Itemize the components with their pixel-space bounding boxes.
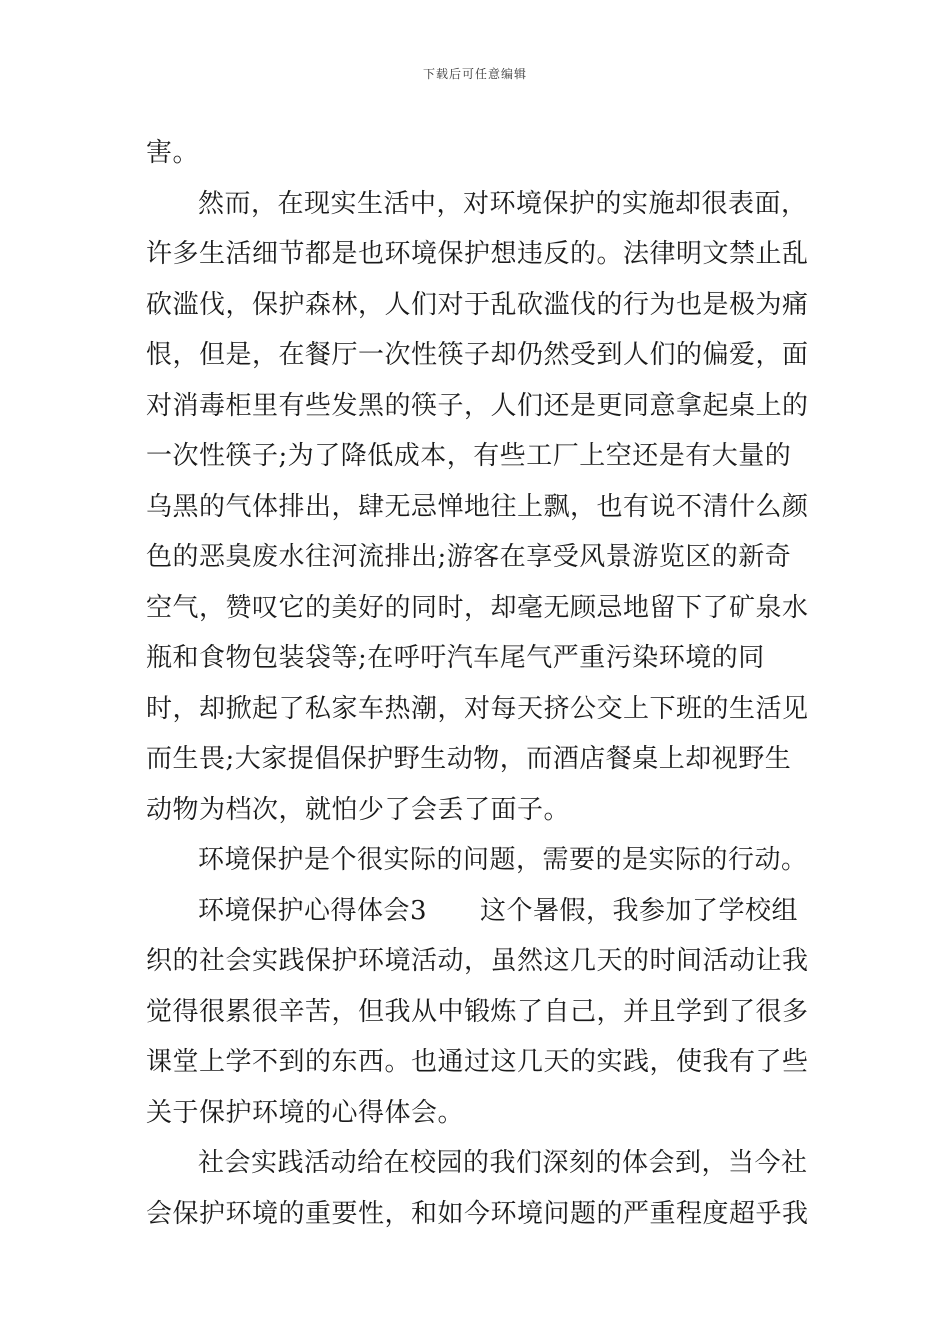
paragraph-4: 环境保护心得体会3 这个暑假，我参加了学校组织的社会实践保护环境活动，虽然这几天的时间活动让我觉得很累很辛苦，但我从中锻炼了自己，并且学到了很多课堂上学不到的东西。也通过这几天的实践，使我有了些关于保护环境的心得体会。 (146, 895, 809, 1128)
document-body (146, 128, 814, 1239)
page-header: 下载后可任意编辑 (422, 67, 527, 81)
paragraph-2: 然而，在现实生活中，对环境保护的实施却很表面，许多生活细节都是也环境保护想违反的。法律明文禁止乱砍滥伐，保护森林，人们对于乱砍滥伐的行为也是极为痛恨，但是，在餐厅一次性筷子却仍然受到人们的偏爱，面对消毒柜里有些发黑的筷子，人们还是更同意拿起桌上的一次性筷子;为了降低成本，有些工厂上空还是有大量的乌黑的气体排出，肆无忌惮地往上飘，也有说不清什么颜色的恶臭废水往河流排出;游客在享受风景游览区的新奇空气，赞叹它的美好的同时，却毫无顾忌地留下了矿泉水瓶和食物包装袋等;在呼吁汽车尾气严重污染环境的同时，却掀起了私家车热潮，对每天挤公交上下班的生活见而生畏;大家提倡保护野生动物，而酒店餐桌上却视野生动物为档次，就怕少了会丢了面子。 (146, 188, 809, 825)
paragraph-1: 害。 (146, 138, 200, 168)
paragraph-3: 环境保护是个很实际的问题，需要的是实际的行动。 (198, 845, 808, 875)
paragraph-5: 社会实践活动给在校园的我们深刻的体会到，当今社会保护环境的重要性，和如今环境问题的严重程度超乎我 (146, 1148, 809, 1229)
